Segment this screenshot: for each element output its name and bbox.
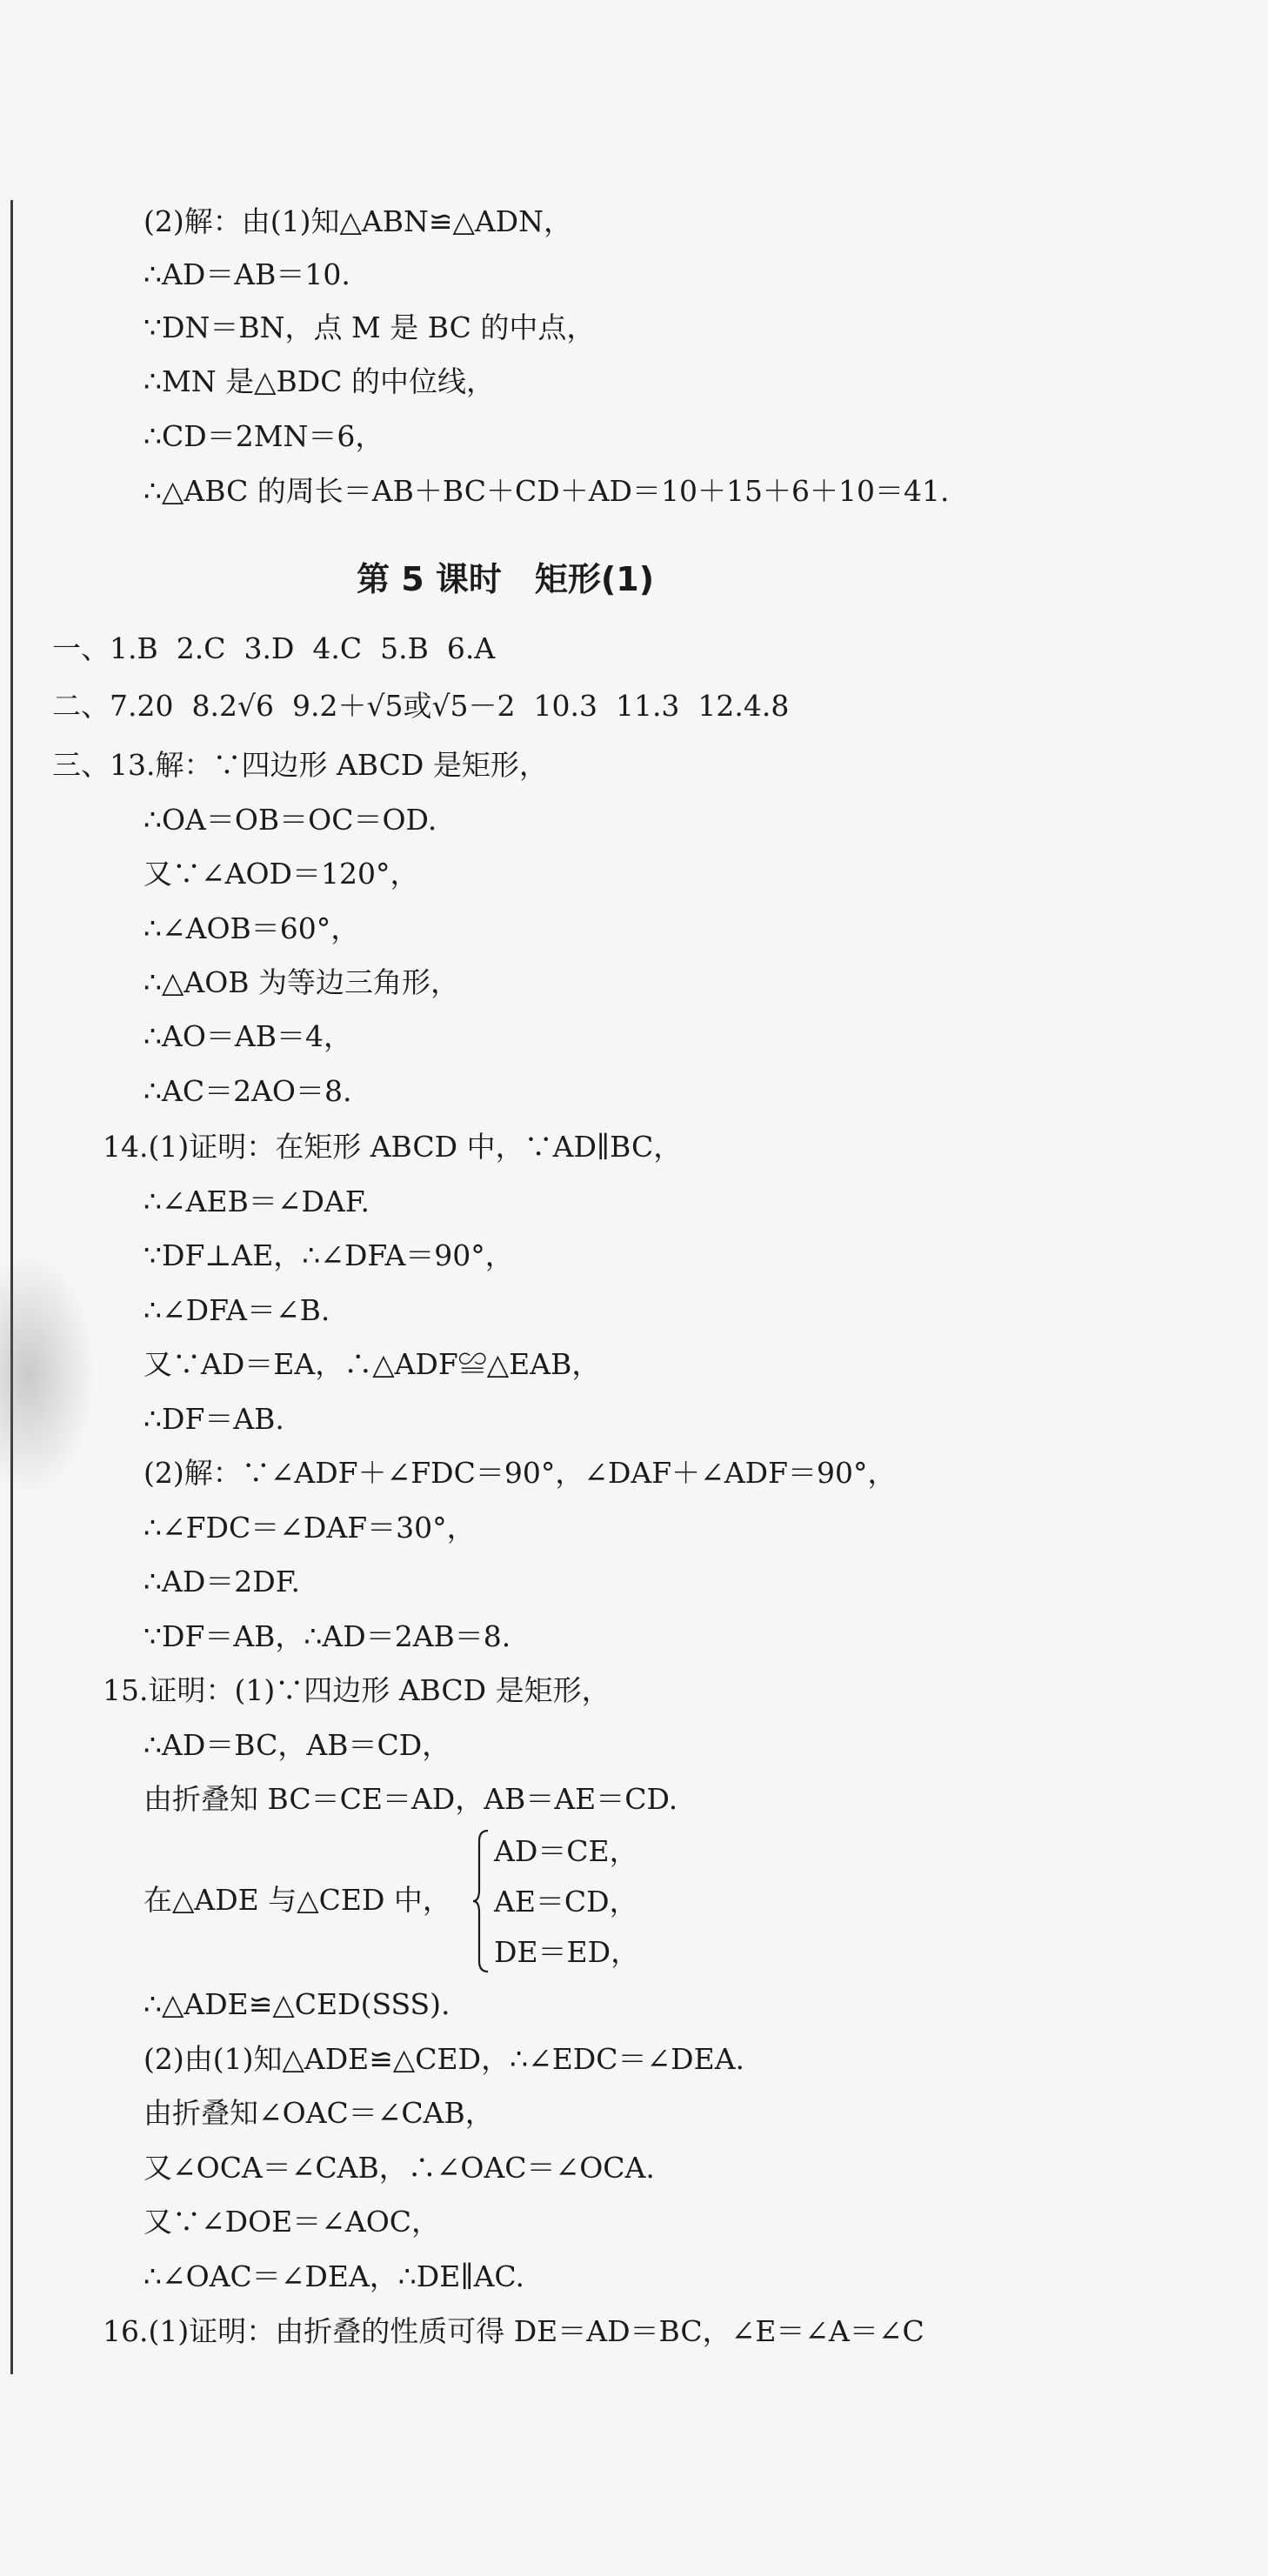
part-a-line-1: (2)解：由(1)知△ABN≌△ADN， — [143, 204, 573, 238]
part-a-line-5: ∴CD＝2MN＝6， — [143, 419, 384, 453]
part-a-line-4: ∴MN 是△BDC 的中位线， — [143, 364, 495, 398]
fill-item: 8.2√6 — [191, 689, 274, 723]
q14-line-5: 又∵AD＝EA，∴△ADF≌△EAB， — [143, 1347, 601, 1381]
fill-item: 9.2＋√5或√5－2 — [291, 689, 516, 723]
scan-smudge — [0, 1252, 96, 1496]
q13-line-4: ∴∠AOB＝60°， — [143, 911, 360, 945]
q15-line-6: 由折叠知∠OAC＝∠CAB， — [143, 2096, 494, 2130]
choice-item: 2.C — [176, 631, 226, 665]
q15-line-5: (2)由(1)知△ADE≌△CED，∴∠EDC＝∠DEA. — [143, 2042, 745, 2076]
q13-line-7: ∴AC＝2AO＝8. — [143, 1074, 352, 1108]
q15-line-9: ∴∠OAC＝∠DEA，∴DE∥AC. — [143, 2259, 524, 2293]
q15-line-4: ∴△ADE≌△CED(SSS). — [143, 1987, 450, 2021]
q14-line-1: 14.(1)证明：在矩形 ABCD 中，∵AD∥BC， — [103, 1130, 683, 1164]
q14-line-9: ∴AD＝2DF. — [143, 1565, 300, 1598]
choice-prefix: 一、 — [52, 631, 110, 665]
system-condition: DE＝ED， — [494, 1935, 640, 1969]
q14-line-4: ∴∠DFA＝∠B. — [143, 1293, 330, 1327]
q13-line-5: ∴△AOB 为等边三角形， — [143, 965, 459, 999]
system-condition: AD＝CE， — [494, 1834, 638, 1868]
section-title: 第 5 课时 矩形(1) — [357, 560, 655, 598]
q13-line-3: 又∵∠AOD＝120°， — [143, 857, 419, 891]
part-a-line-3: ∵DN＝BN，点 M 是 BC 的中点， — [143, 310, 596, 344]
choice-item: 1.B — [110, 631, 158, 665]
q16-line-1: 16.(1)证明：由折叠的性质可得 DE＝AD＝BC，∠E＝∠A＝∠C — [103, 2314, 924, 2348]
choice-answers-row — [52, 630, 495, 668]
q14-line-3: ∵DF⊥AE，∴∠DFA＝90°， — [143, 1238, 514, 1272]
left-brace — [472, 1829, 491, 1973]
choice-item: 3.D — [244, 631, 295, 665]
fill-item: 11.3 — [615, 689, 680, 723]
system-condition: AE＝CD， — [494, 1885, 638, 1919]
part-a-line-6: ∴△ABC 的周长＝AB＋BC＋CD＋AD＝10＋15＋6＋10＝41. — [143, 474, 950, 508]
q14-line-2: ∴∠AEB＝∠DAF. — [143, 1185, 370, 1218]
equation-system — [494, 1826, 639, 1978]
q13-line-2: ∴OA＝OB＝OC＝OD. — [143, 803, 437, 837]
fill-item: 10.3 — [533, 689, 597, 723]
fill-item: 7.20 — [110, 689, 174, 723]
choice-item: 6.A — [446, 631, 496, 665]
fill-item: 12.4.8 — [697, 689, 790, 723]
part-a-line-2: ∴AD＝AB＝10. — [143, 257, 350, 291]
fill-answers-row — [52, 687, 789, 725]
q14-line-7: (2)解：∵∠ADF＋∠FDC＝90°，∠DAF＋∠ADF＝90°， — [143, 1456, 897, 1490]
q15-line-2: ∴AD＝BC，AB＝CD， — [143, 1728, 451, 1762]
q15-line-7: 又∠OCA＝∠CAB，∴∠OAC＝∠OCA. — [143, 2151, 655, 2185]
q15-line-8: 又∵∠DOE＝∠AOC， — [143, 2205, 441, 2239]
choice-item: 4.C — [312, 631, 363, 665]
q15-line-3: 由折叠知 BC＝CE＝AD，AB＝AE＝CD. — [143, 1782, 678, 1816]
q13-line-1: 三、13.解：∵四边形 ABCD 是矩形， — [52, 748, 548, 782]
fill-prefix: 二、 — [52, 689, 110, 723]
q13-line-6: ∴AO＝AB＝4， — [143, 1019, 352, 1053]
choice-item: 5.B — [380, 631, 429, 665]
q14-line-8: ∴∠FDC＝∠DAF＝30°， — [143, 1511, 476, 1545]
q15-system-prefix: 在△ADE 与△CED 中， — [143, 1883, 451, 1917]
q14-line-10: ∵DF＝AB，∴AD＝2AB＝8. — [143, 1619, 511, 1653]
q14-line-6: ∴DF＝AB. — [143, 1402, 284, 1436]
q15-line-1: 15.证明：(1)∵四边形 ABCD 是矩形， — [103, 1673, 611, 1707]
